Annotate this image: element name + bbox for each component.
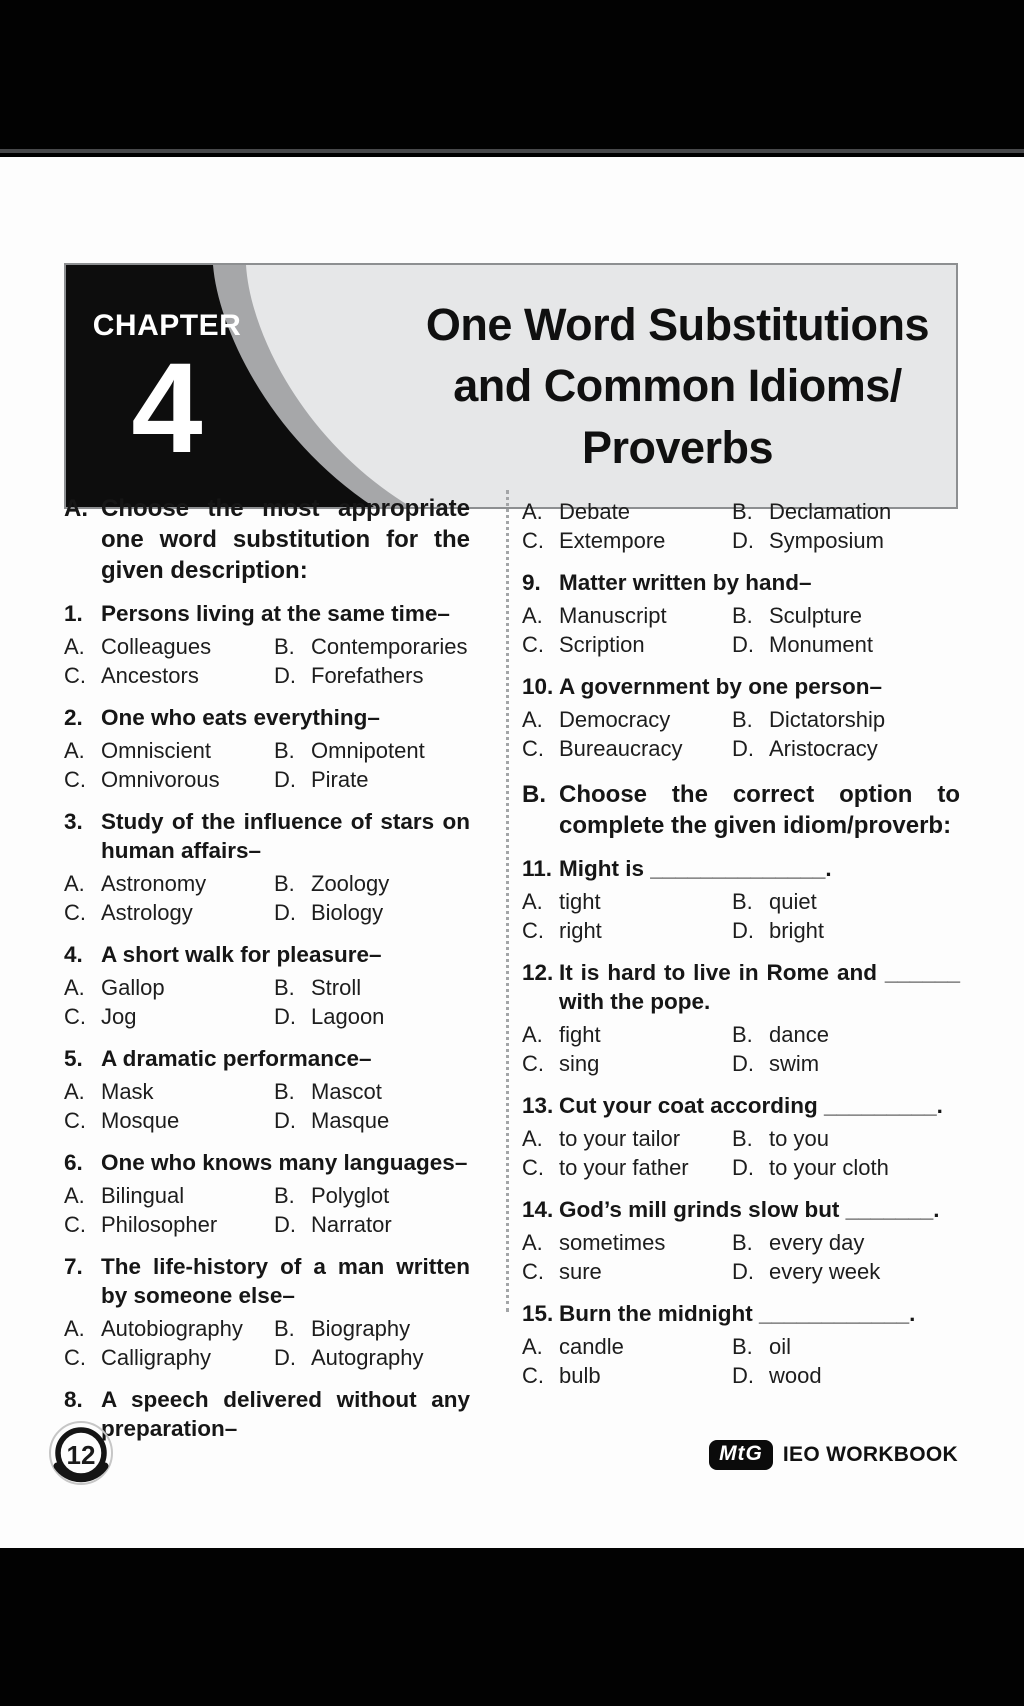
option-text: Jog: [101, 1004, 137, 1029]
chapter-title-line: Proverbs: [581, 421, 774, 473]
option-text: every day: [769, 1230, 865, 1255]
option-letter: D.: [274, 1108, 296, 1133]
question-head: [64, 940, 470, 969]
option-text: Gallop: [101, 975, 165, 1000]
question-text: A dramatic performance–: [101, 1046, 372, 1071]
option-letter: B.: [274, 738, 295, 763]
question-number: 12.: [522, 960, 554, 985]
question-head: [522, 568, 960, 597]
option-letter: C.: [522, 528, 544, 553]
question-head: [522, 672, 960, 701]
option-text: Extempore: [559, 528, 666, 553]
option-text: Omnipotent: [311, 738, 425, 763]
option-letter: C.: [522, 1051, 544, 1076]
option-letter: A.: [64, 975, 85, 1000]
section-letter: A.: [64, 495, 88, 522]
option-letter: B.: [274, 1316, 295, 1341]
option-letter: C.: [522, 632, 544, 657]
option-letter: D.: [274, 767, 296, 792]
options-grid: [522, 1020, 960, 1078]
question-text: It is hard to live in Rome and ______ with the pope.: [559, 960, 960, 1014]
option-letter: C.: [64, 1212, 86, 1237]
question-number: 2.: [64, 705, 83, 730]
option-text: sing: [559, 1051, 600, 1076]
question-head: [522, 958, 960, 1016]
top-letterbox-bar: [0, 0, 1024, 153]
option-text: Forefathers: [311, 663, 424, 688]
options-grid: [64, 1314, 470, 1372]
option-text: bright: [769, 918, 825, 943]
question-text: Burn the midnight ____________.: [559, 1301, 916, 1326]
question-text: Might is ______________.: [559, 856, 832, 881]
option-text: Ancestors: [101, 663, 199, 688]
question-head: [522, 854, 960, 883]
option-text: Mosque: [101, 1108, 180, 1133]
question: [522, 1091, 960, 1182]
question-head: [64, 1044, 470, 1073]
question-head: [522, 1091, 960, 1120]
option-letter: B.: [732, 1230, 753, 1255]
option-letter: B.: [732, 707, 753, 732]
option-text: Stroll: [311, 975, 362, 1000]
option-letter: D.: [732, 528, 754, 553]
option-letter: C.: [64, 900, 86, 925]
option-text: Aristocracy: [769, 736, 878, 761]
option-text: to your father: [559, 1155, 689, 1180]
paper: [0, 157, 1024, 1548]
question-number: 14.: [522, 1197, 554, 1222]
option-text: Dictatorship: [769, 707, 886, 732]
option-text: Bureaucracy: [559, 736, 683, 761]
question-head: [64, 1148, 470, 1177]
option-letter: B.: [274, 634, 295, 659]
option-letter: A.: [64, 1079, 85, 1104]
option-letter: A.: [64, 871, 85, 896]
chapter-tab: [82, 309, 252, 480]
option-letter: B.: [274, 1079, 295, 1104]
option-text: Mask: [101, 1079, 154, 1104]
option-text: Biography: [311, 1316, 411, 1341]
option-text: Omnivorous: [101, 767, 220, 792]
option-letter: A.: [522, 1126, 543, 1151]
question: [64, 703, 470, 794]
question-text: A short walk for pleasure–: [101, 942, 382, 967]
question: [64, 1044, 470, 1135]
question-text: One who knows many languages–: [101, 1150, 468, 1175]
question-number: 11.: [522, 856, 553, 881]
option-text: Astrology: [101, 900, 193, 925]
option-letter: D.: [732, 632, 754, 657]
option-text: Philosopher: [101, 1212, 218, 1237]
option-letter: D.: [732, 1363, 754, 1388]
question-number: 1.: [64, 601, 83, 626]
option-text: Omniscient: [101, 738, 212, 763]
option-letter: B.: [732, 889, 753, 914]
section-text: Choose the most appropriate one word substitution for the given description:: [101, 495, 470, 584]
option-text: Mascot: [311, 1079, 382, 1104]
question-head: [64, 703, 470, 732]
section-heading: [64, 493, 470, 586]
question-text: The life-history of a man written by someone else–: [101, 1254, 470, 1308]
question-head: [64, 807, 470, 865]
option-text: Colleagues: [101, 634, 212, 659]
option-text: to you: [769, 1126, 829, 1151]
option-letter: B.: [732, 499, 753, 524]
question-text: One who eats everything–: [101, 705, 380, 730]
question: [522, 958, 960, 1078]
footer-brand: [709, 1440, 958, 1470]
options-grid: [522, 1228, 960, 1286]
question-number: 10.: [522, 674, 554, 699]
option-letter: C.: [522, 736, 544, 761]
question-number: 15.: [522, 1301, 554, 1326]
options-grid: [64, 736, 470, 794]
option-text: sure: [559, 1259, 602, 1284]
question: [522, 1299, 960, 1390]
option-text: wood: [769, 1363, 822, 1388]
question: [64, 1148, 470, 1239]
option-text: Manuscript: [559, 603, 667, 628]
option-text: Sculpture: [769, 603, 862, 628]
question-number: 5.: [64, 1046, 83, 1071]
option-text: to your tailor: [559, 1126, 681, 1151]
options-grid: [522, 705, 960, 763]
option-text: every week: [769, 1259, 881, 1284]
mtg-logo: MtG: [709, 1440, 773, 1470]
option-text: Bilingual: [101, 1183, 185, 1208]
chapter-title: [411, 265, 944, 507]
option-letter: D.: [732, 736, 754, 761]
question-number: 6.: [64, 1150, 83, 1175]
option-text: sometimes: [559, 1230, 666, 1255]
option-text: Astronomy: [101, 871, 207, 896]
option-text: Autobiography: [101, 1316, 243, 1341]
question-head: [64, 1252, 470, 1310]
question: [64, 1252, 470, 1372]
option-letter: A.: [64, 1183, 85, 1208]
question-head: [64, 1385, 470, 1443]
option-text: Declamation: [769, 499, 892, 524]
option-text: Calligraphy: [101, 1345, 212, 1370]
option-letter: B.: [732, 603, 753, 628]
option-text: tight: [559, 889, 601, 914]
chapter-label: CHAPTER: [92, 309, 242, 342]
option-letter: A.: [64, 1316, 85, 1341]
quiz-content: [64, 493, 960, 1443]
option-text: dance: [769, 1022, 829, 1047]
option-text: to your cloth: [769, 1155, 889, 1180]
question-number: 4.: [64, 942, 83, 967]
question-number: 13.: [522, 1093, 554, 1118]
option-letter: B.: [732, 1334, 753, 1359]
option-text: oil: [769, 1334, 792, 1359]
option-text: Autography: [311, 1345, 424, 1370]
option-letter: C.: [522, 1259, 544, 1284]
options-grid: [522, 887, 960, 945]
chapter-title-line: and Common Idioms/: [453, 360, 902, 412]
option-text: Scription: [559, 632, 645, 657]
option-text: Debate: [559, 499, 630, 524]
option-text: Contemporaries: [311, 634, 468, 659]
options-grid: [64, 1181, 470, 1239]
question: [64, 1385, 470, 1443]
question-text: God’s mill grinds slow but _______.: [559, 1197, 940, 1222]
option-text: Monument: [769, 632, 873, 657]
option-letter: A.: [64, 634, 85, 659]
question: [522, 1195, 960, 1286]
option-text: quiet: [769, 889, 817, 914]
option-letter: D.: [732, 918, 754, 943]
option-letter: A.: [522, 1230, 543, 1255]
question: [64, 940, 470, 1031]
question-head: [522, 1299, 960, 1328]
option-letter: C.: [522, 1363, 544, 1388]
option-letter: B.: [732, 1022, 753, 1047]
chapter-title-line: One Word Substitutions: [425, 299, 930, 351]
options-grid: [64, 1077, 470, 1135]
question-text: A speech delivered without any preparation–: [101, 1387, 470, 1441]
option-letter: D.: [274, 1345, 296, 1370]
option-letter: C.: [64, 1004, 86, 1029]
question-text: A government by one person–: [559, 674, 882, 699]
option-text: Masque: [311, 1108, 390, 1133]
question: [522, 568, 960, 659]
option-text: Pirate: [311, 767, 369, 792]
question-text: Study of the influence of stars on human affairs–: [101, 809, 470, 863]
question-head: [64, 599, 470, 628]
option-letter: C.: [522, 1155, 544, 1180]
option-text: Symposium: [769, 528, 884, 553]
option-letter: C.: [522, 918, 544, 943]
option-text: swim: [769, 1051, 820, 1076]
question-number: 8.: [64, 1387, 83, 1412]
option-letter: D.: [274, 663, 296, 688]
options-grid: [64, 869, 470, 927]
option-letter: B.: [274, 1183, 295, 1208]
question-head: [522, 1195, 960, 1224]
option-text: Polyglot: [311, 1183, 390, 1208]
option-text: Zoology: [311, 871, 390, 896]
option-letter: A.: [522, 707, 543, 732]
option-letter: D.: [732, 1259, 754, 1284]
option-letter: B.: [732, 1126, 753, 1151]
option-letter: A.: [64, 738, 85, 763]
option-letter: A.: [522, 1334, 543, 1359]
question-number: 3.: [64, 809, 83, 834]
option-letter: D.: [732, 1155, 754, 1180]
question: [64, 807, 470, 927]
chapter-banner: [64, 263, 958, 509]
question-text: Matter written by hand–: [559, 570, 812, 595]
options-grid: [522, 1332, 960, 1390]
questions-left-column: [64, 493, 470, 1443]
option-letter: D.: [274, 1004, 296, 1029]
option-text: Democracy: [559, 707, 671, 732]
question-number: 9.: [522, 570, 541, 595]
option-letter: A.: [522, 603, 543, 628]
question: [64, 599, 470, 690]
option-text: fight: [559, 1022, 601, 1047]
option-letter: C.: [64, 1108, 86, 1133]
option-text: right: [559, 918, 602, 943]
option-letter: A.: [522, 889, 543, 914]
workbook-label: IEO WORKBOOK: [782, 1443, 958, 1466]
page-number: 12: [66, 1440, 96, 1470]
options-grid: [64, 973, 470, 1031]
options-grid: [522, 601, 960, 659]
option-letter: C.: [64, 767, 86, 792]
option-letter: D.: [274, 1212, 296, 1237]
option-text: Narrator: [311, 1212, 392, 1237]
option-letter: B.: [274, 975, 295, 1000]
bottom-letterbox-bar: [0, 1548, 1024, 1706]
page-number-badge: [48, 1419, 114, 1495]
option-letter: A.: [522, 1022, 543, 1047]
option-letter: D.: [732, 1051, 754, 1076]
option-text: Biology: [311, 900, 384, 925]
question-number: 7.: [64, 1254, 83, 1279]
option-text: bulb: [559, 1363, 601, 1388]
option-letter: D.: [274, 900, 296, 925]
question-text: Cut your coat according _________.: [559, 1093, 943, 1118]
section-heading: [522, 779, 960, 841]
option-text: Lagoon: [311, 1004, 385, 1029]
section-text: Choose the correct option to complete the given idiom/proverb:: [559, 781, 960, 839]
section-letter: B.: [522, 781, 546, 808]
questions-right-column: [522, 493, 960, 1390]
question-text: Persons living at the same time–: [101, 601, 450, 626]
chapter-number: 4: [131, 337, 203, 480]
question: [522, 854, 960, 945]
options-grid: [522, 1124, 960, 1182]
option-letter: C.: [64, 663, 86, 688]
question: [522, 672, 960, 763]
options-grid: [64, 632, 470, 690]
option-letter: B.: [274, 871, 295, 896]
option-letter: A.: [522, 499, 543, 524]
option-text: candle: [559, 1334, 624, 1359]
option-letter: C.: [64, 1345, 86, 1370]
